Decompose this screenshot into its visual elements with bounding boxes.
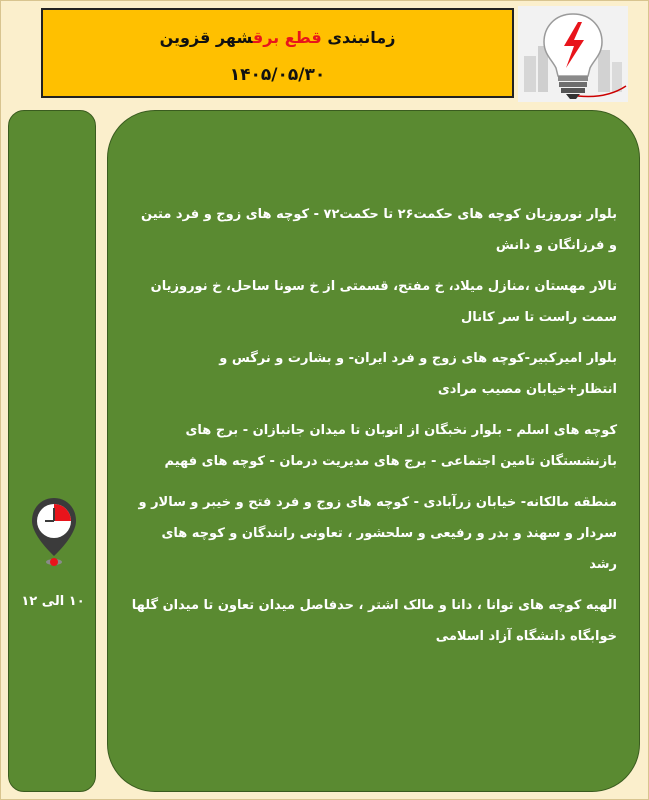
outage-list-panel (107, 110, 640, 792)
title-accent: قطع برق (252, 28, 322, 47)
outage-entry: منطقه مالکانه- خیابان زرآبادی - کوچه های زوج و فرد فتح و خیبر و سالار و سردار و سهند و بدر و رفیعی و سلحشور ، تعاونی رانندگان و کوچه های رشد (138, 495, 617, 572)
outage-entry: الهیه کوچه های توانا ، دانا و مالک اشتر ، حدفاصل میدان تعاون تا میدان گلها خوابگاه دانشگاه آزاد اسلامی (131, 598, 617, 644)
clock-location-pin-icon (29, 496, 79, 574)
time-range: ۱۰ الی ۱۲ (21, 594, 85, 609)
lightbulb-lightning-icon (518, 6, 628, 102)
title-suffix: شهر قزوین (159, 28, 253, 47)
page-title (43, 28, 512, 47)
time-sidebar (8, 110, 96, 792)
outage-entry: بلوار امیرکبیر-کوچه های زوج و فرد ایران- و بشارت و نرگس و انتظار+خیابان مصیب مرادی (219, 351, 617, 397)
outage-list (130, 199, 617, 662)
outage-entry: تالار مهستان ،منازل میلاد، خ مفتح، قسمتی از خ سونا ساحل، خ نوروزیان سمت راست تا سر کانال (150, 279, 617, 325)
header-banner (41, 8, 514, 98)
outage-entry: بلوار نوروزیان کوچه های حکمت۲۶ تا حکمت۷۲ - کوچه های زوج و فرد متین و فرزانگان و دانش (141, 207, 617, 253)
title-prefix: زمانبندی (327, 28, 396, 47)
outage-entry: کوچه های اسلم - بلوار نخبگان از اتوبان تا میدان جانبازان - برج های بازنشستگان تامین اجتماعی - برج های مدیریت درمان - کوچه های فهیم (164, 423, 617, 469)
schedule-date: ۱۴۰۵/۰۵/۳۰ (229, 65, 326, 85)
